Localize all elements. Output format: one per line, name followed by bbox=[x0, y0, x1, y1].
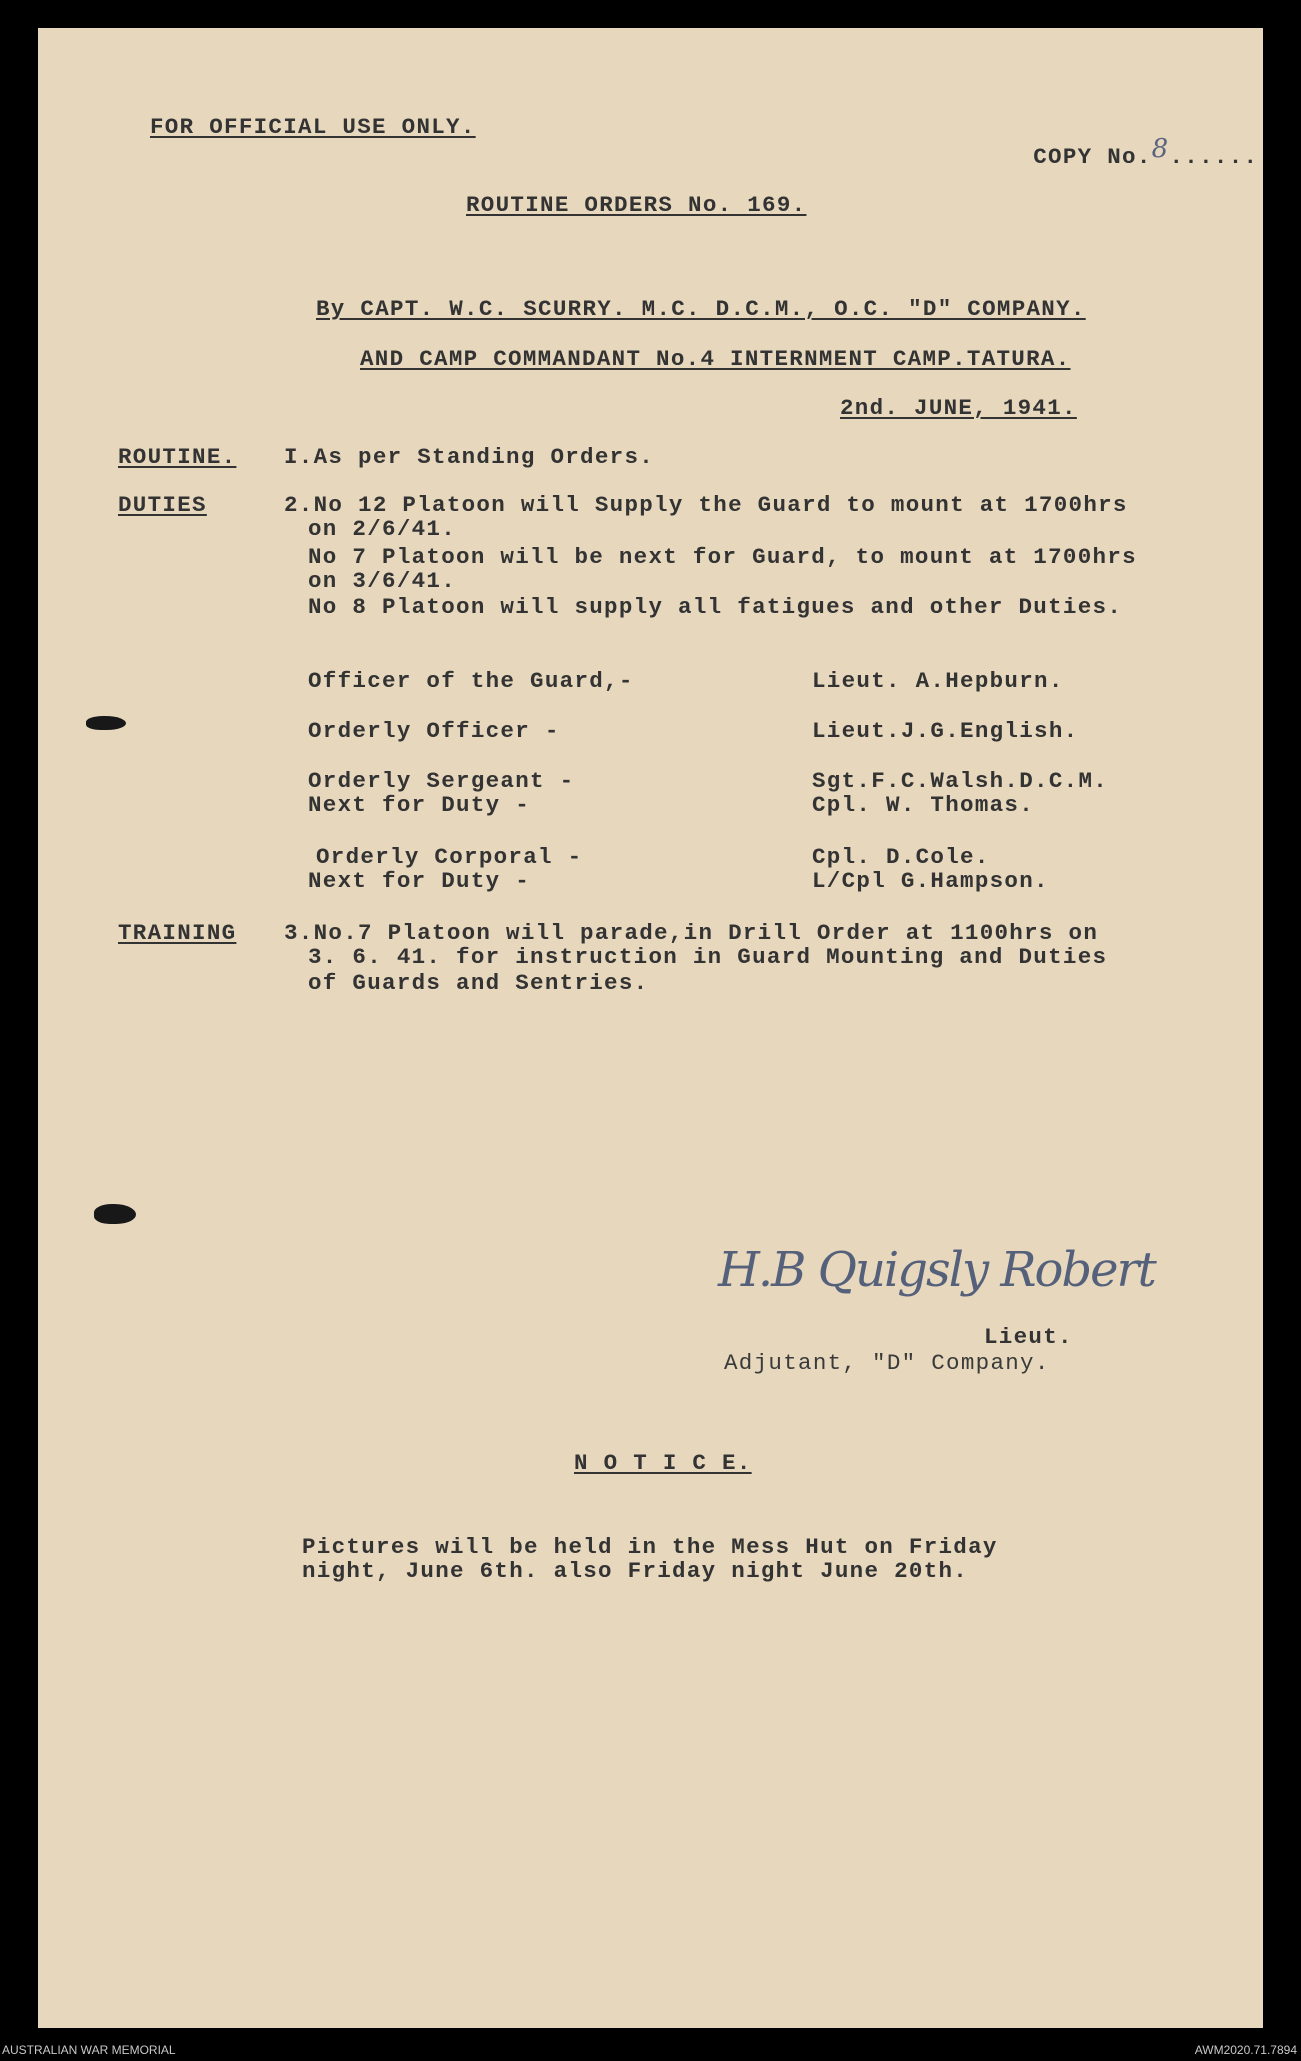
appointment-role: Orderly Officer - bbox=[308, 718, 560, 744]
training-line: 3.No.7 Platoon will parade,in Drill Order at 1100hrs on bbox=[284, 920, 1099, 946]
copy-number-field bbox=[974, 116, 1258, 196]
appointment-name: Lieut.J.G.English. bbox=[812, 718, 1079, 744]
appointment-role: Orderly Sergeant - bbox=[308, 768, 575, 794]
copy-dots: ...... bbox=[1169, 144, 1259, 170]
routine-text: I.As per Standing Orders. bbox=[284, 444, 655, 470]
appointment-name: Cpl. D.Cole. bbox=[812, 844, 990, 870]
signatory-position: Adjutant, "D" Company. bbox=[724, 1350, 1050, 1376]
section-label-training: TRAINING bbox=[118, 920, 237, 946]
notice-heading: N O T I C E. bbox=[574, 1450, 752, 1476]
duties-line: on 3/6/41. bbox=[308, 568, 457, 594]
duties-line: 2.No 12 Platoon will Supply the Guard to mount at 1700hrs bbox=[284, 492, 1128, 518]
training-line: 3. 6. 41. for instruction in Guard Mounting and Duties bbox=[308, 944, 1108, 970]
signatory-rank: Lieut. bbox=[984, 1324, 1073, 1350]
appointment-name: Cpl. W. Thomas. bbox=[812, 792, 1035, 818]
training-line: of Guards and Sentries. bbox=[308, 970, 649, 996]
notice-line: night, June 6th. also Friday night June 20th. bbox=[302, 1558, 969, 1584]
appointment-name: L/Cpl G.Hampson. bbox=[812, 868, 1049, 894]
appointment-role: Next for Duty - bbox=[308, 868, 531, 894]
duties-line: No 8 Platoon will supply all fatigues and other Duties. bbox=[308, 594, 1123, 620]
document-title: ROUTINE ORDERS No. 169. bbox=[466, 192, 807, 218]
footer-credit: AUSTRALIAN WAR MEMORIAL bbox=[2, 2043, 176, 2057]
duties-line: on 2/6/41. bbox=[308, 516, 457, 542]
appointment-name: Lieut. A.Hepburn. bbox=[812, 668, 1064, 694]
appointment-name: Sgt.F.C.Walsh.D.C.M. bbox=[812, 768, 1109, 794]
appointment-role: Officer of the Guard,- bbox=[308, 668, 634, 694]
appointment-role: Orderly Corporal - bbox=[316, 844, 583, 870]
official-use-stamp: FOR OFFICIAL USE ONLY. bbox=[150, 114, 476, 140]
copy-label: COPY No. bbox=[1033, 144, 1152, 170]
copy-number-handwritten: 8 bbox=[1151, 134, 1170, 164]
appointment-role: Next for Duty - bbox=[308, 792, 531, 818]
handwritten-signature: H.B Quigsly Robert bbox=[718, 1242, 1155, 1298]
footer-accession-number: AWM2020.71.7894 bbox=[1194, 2043, 1297, 2057]
issued-by-line-1: By CAPT. W.C. SCURRY. M.C. D.C.M., O.C. "D" COMPANY. bbox=[316, 296, 1086, 322]
document-page bbox=[38, 28, 1263, 2028]
punch-hole-damage bbox=[94, 1204, 136, 1224]
duties-line: No 7 Platoon will be next for Guard, to mount at 1700hrs bbox=[308, 544, 1137, 570]
section-label-routine: ROUTINE. bbox=[118, 444, 237, 470]
punch-hole-damage bbox=[86, 716, 126, 730]
section-label-duties: DUTIES bbox=[118, 492, 207, 518]
notice-line: Pictures will be held in the Mess Hut on Friday bbox=[302, 1534, 998, 1560]
issued-by-line-2: AND CAMP COMMANDANT No.4 INTERNMENT CAMP.TATURA. bbox=[360, 346, 1071, 372]
order-date: 2nd. JUNE, 1941. bbox=[840, 395, 1077, 421]
